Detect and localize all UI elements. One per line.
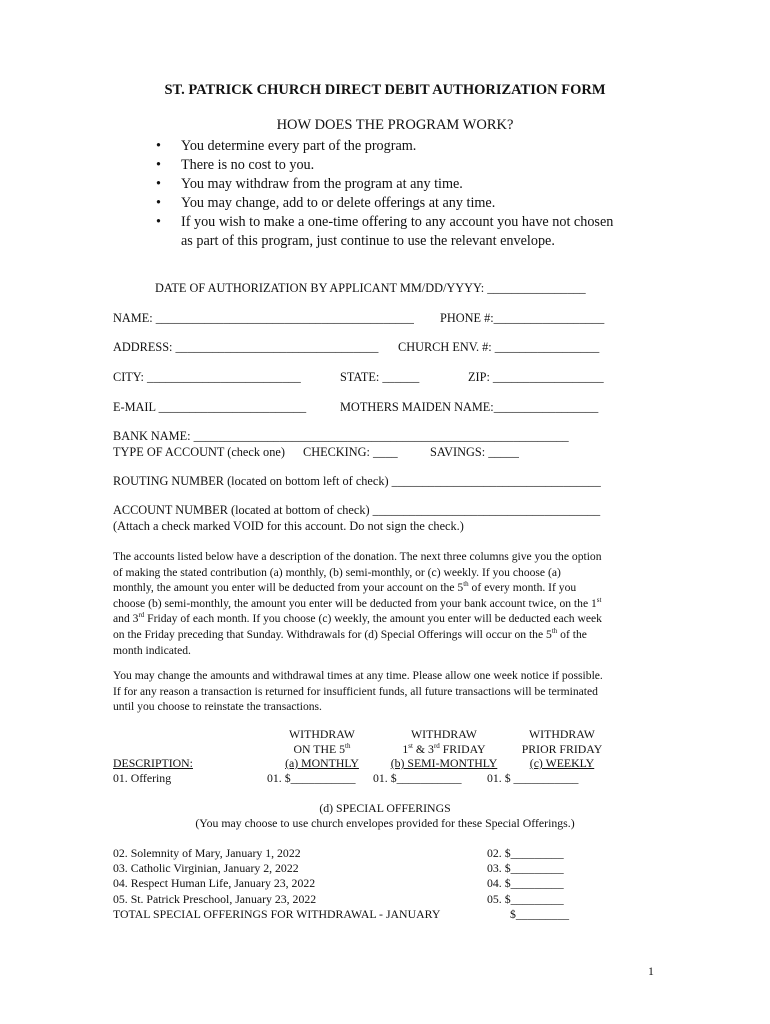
offering-weekly-amount-field[interactable]: 01. $ ___________ <box>487 771 579 785</box>
program-heading: HOW DOES THE PROGRAM WORK? <box>276 117 514 133</box>
bullet-icon: • <box>156 214 161 230</box>
special-offerings-total-label: TOTAL SPECIAL OFFERINGS FOR WITHDRAWAL - JANUARY <box>113 906 441 921</box>
special-offering-item: 02. Solemnity of Mary, January 1, 2022 <box>113 846 301 860</box>
name-field[interactable]: NAME: __________________________________________ <box>113 311 414 325</box>
offering-row-label: 01. Offering <box>113 771 172 785</box>
special-offerings-heading: (d) SPECIAL OFFERINGS <box>319 801 451 815</box>
bullet-item: • You may change, add to or delete offerings at any time. <box>156 195 496 211</box>
offering-monthly-amount-field[interactable]: 01. $___________ <box>267 771 356 785</box>
bullet-item: • If you wish to make a one-time offering to any account you have not chosen <box>156 214 614 230</box>
changes-notice-paragraph: You may change the amounts and withdrawal times at any time. Please allow one week notice if possible. If for any reason a transaction is returned for insufficient funds, all future transactions will be terminated until you choose to reinstate the transactions. <box>113 669 603 714</box>
state-field[interactable]: STATE: ______ <box>340 370 420 384</box>
phone-field[interactable]: PHONE #:__________________ <box>440 311 605 325</box>
address-field[interactable]: ADDRESS: _________________________________ <box>113 340 379 354</box>
bullet-item: • You determine every part of the program. <box>156 138 417 154</box>
program-bullet-list <box>156 137 656 251</box>
zip-field[interactable]: ZIP: __________________ <box>468 370 604 384</box>
bank-name-field[interactable]: BANK NAME: _____________________________________________________________ <box>113 429 569 443</box>
special-offering-amount-field[interactable]: 02. $_________ <box>487 846 564 860</box>
special-offerings-note: (You may choose to use church envelopes provided for these Special Offerings.) <box>195 816 575 830</box>
bullet-item-continuation: as part of this program, just continue to use the relevant envelope. <box>181 233 555 249</box>
special-offering-amount-field[interactable]: 03. $_________ <box>487 861 564 876</box>
page-number: 1 <box>648 964 654 978</box>
form-title: ST. PATRICK CHURCH DIRECT DEBIT AUTHORIZATION FORM <box>164 82 606 98</box>
mothers-maiden-name-field[interactable]: MOTHERS MAIDEN NAME:_________________ <box>340 400 599 414</box>
bullet-item: • There is no cost to you. <box>156 157 315 173</box>
description-header: DESCRIPTION: <box>113 756 193 770</box>
routing-number-field[interactable]: ROUTING NUMBER (located on bottom left of check) __________________________________ <box>113 474 601 488</box>
special-offerings-total-field[interactable]: $_________ <box>510 906 569 921</box>
account-number-field[interactable]: ACCOUNT NUMBER (located at bottom of check) _____________________________________ <box>113 503 601 517</box>
column-header-weekly: WITHDRAW PRIOR FRIDAY (c) WEEKLY <box>521 727 603 770</box>
bullet-icon: • <box>156 138 161 154</box>
bullet-item: • You may withdraw from the program at any time. <box>156 176 463 192</box>
church-env-field[interactable]: CHURCH ENV. #: _________________ <box>398 340 600 354</box>
special-offering-item: 03. Catholic Virginian, January 2, 2022 <box>113 861 299 876</box>
offering-semi-monthly-amount-field[interactable]: 01. $___________ <box>373 771 462 785</box>
bullet-icon: • <box>156 195 161 211</box>
email-field[interactable]: E-MAIL ________________________ <box>113 400 307 414</box>
special-offering-item: 05. St. Patrick Preschool, January 23, 2022 <box>113 891 317 906</box>
special-offering-amount-field[interactable]: 05. $_________ <box>487 891 564 906</box>
date-of-authorization-field[interactable]: DATE OF AUTHORIZATION BY APPLICANT MM/DD/YYYY: ________________ <box>155 281 586 295</box>
special-offerings-amounts <box>487 846 569 922</box>
checking-field[interactable]: CHECKING: ____ <box>303 445 398 459</box>
bullet-icon: • <box>156 157 161 173</box>
column-header-semi-monthly: WITHDRAW 1st & 3rd FRIDAY (b) SEMI-MONTHLY <box>390 727 498 770</box>
special-offering-item: 04. Respect Human Life, January 23, 2022 <box>113 876 316 891</box>
void-check-note: (Attach a check marked VOID for this account. Do not sign the check.) <box>113 519 464 533</box>
bullet-icon: • <box>156 176 161 192</box>
special-offerings-list <box>113 846 440 922</box>
savings-field[interactable]: SAVINGS: _____ <box>430 445 519 459</box>
special-offering-amount-field[interactable]: 04. $_________ <box>487 876 564 891</box>
contribution-options-paragraph: The accounts listed below have a description of the donation. The next three columns give you the option of making the stated contribution (a) monthly, (b) semi-monthly, or (c) weekly. If you choose (a) monthly, the amount you enter will be deducted from your account on the 5th of every month. If you choose (b) semi-monthly, the amount you enter will be deducted from your bank account twice, on the 1st and 3rd Friday of each month. If you choose (c) weekly, the amount you enter will be deducted each week on the Friday preceding that Sunday. Withdrawals for (d) Special Offerings will occur on the 5th of the month indicated. <box>113 550 602 657</box>
account-type-label: TYPE OF ACCOUNT (check one) <box>113 445 285 459</box>
column-header-monthly: WITHDRAW ON THE 5th (a) MONTHLY <box>285 727 359 770</box>
city-field[interactable]: CITY: _________________________ <box>113 370 301 384</box>
